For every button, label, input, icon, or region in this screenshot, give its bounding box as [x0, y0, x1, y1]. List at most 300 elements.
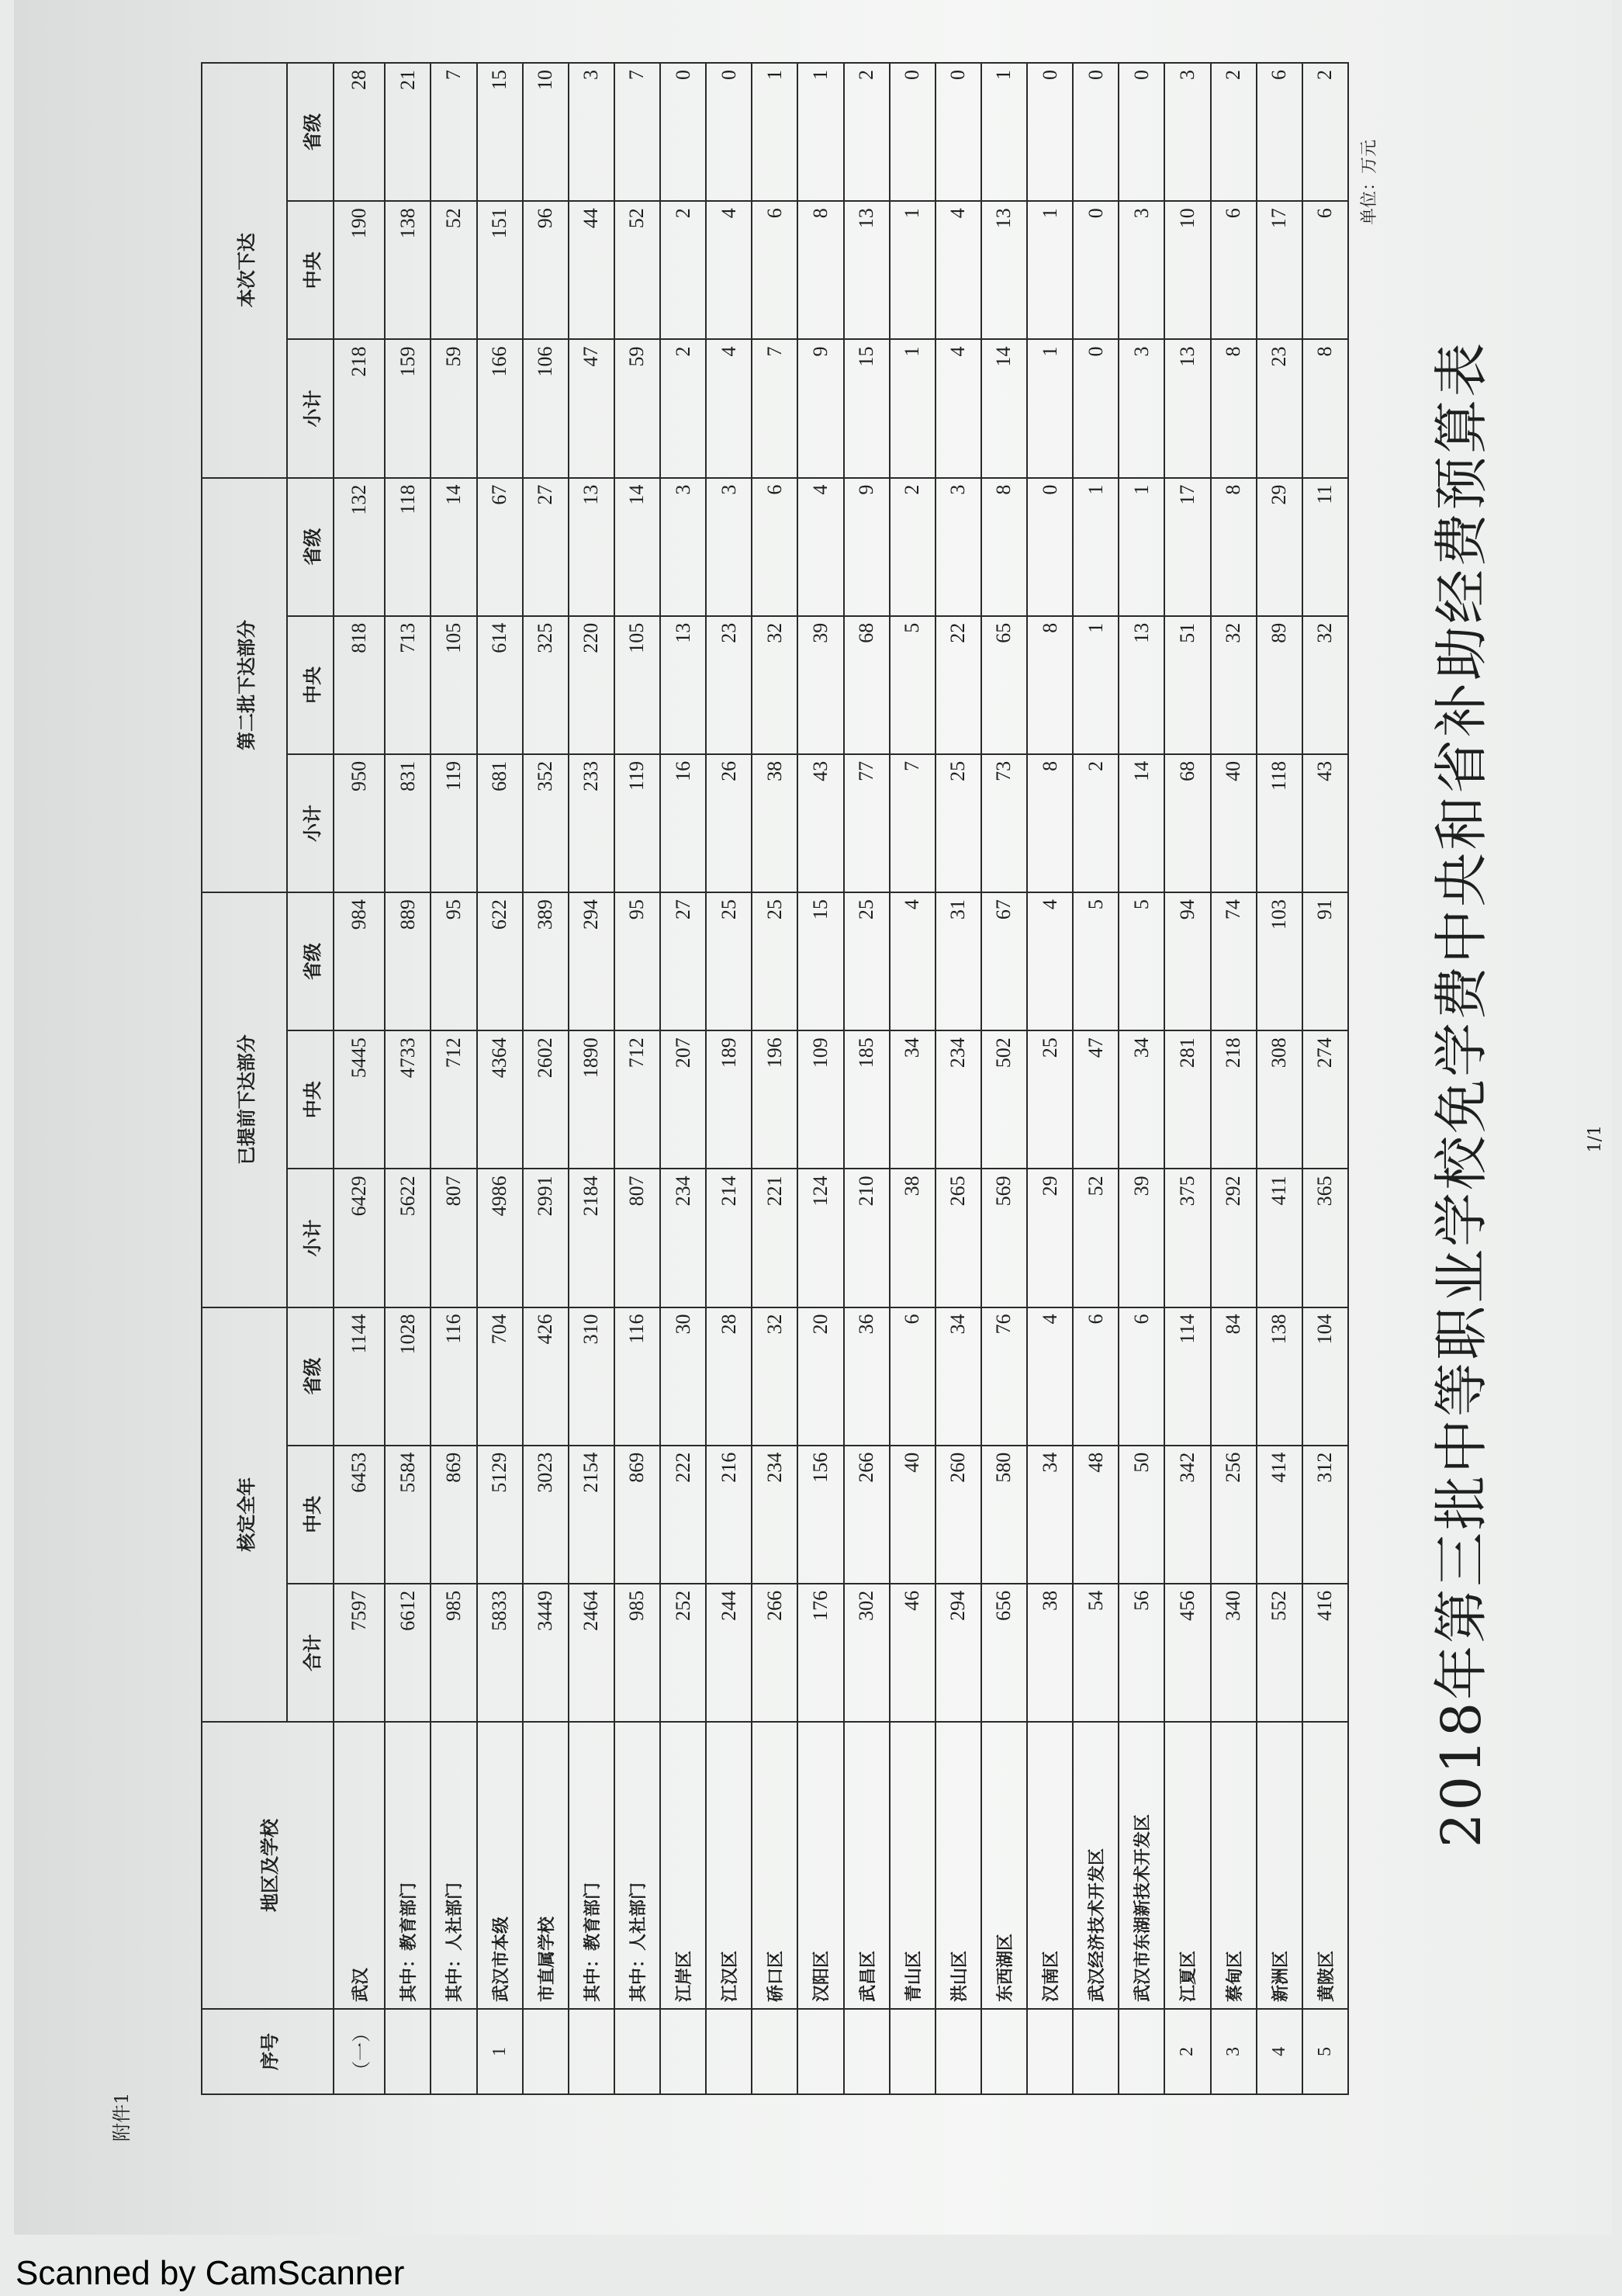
row-value: 52 [431, 201, 476, 339]
row-value: 151 [477, 201, 523, 339]
row-value: 17 [1164, 478, 1210, 616]
row-region: 汉南区 [1027, 1722, 1073, 2009]
row-value: 244 [706, 1584, 752, 1722]
row-value: 176 [797, 1584, 843, 1722]
row-value: 27 [523, 478, 569, 616]
row-value: 50 [1119, 1446, 1164, 1584]
row-value: 34 [890, 1030, 936, 1169]
row-value: 233 [569, 754, 614, 892]
row-value: 569 [981, 1169, 1027, 1307]
row-value: 22 [936, 616, 981, 754]
row-value: 216 [706, 1446, 752, 1584]
row-value: 77 [844, 754, 890, 892]
row-value: 6 [1119, 1307, 1164, 1446]
row-value: 124 [797, 1169, 843, 1307]
row-seq [1073, 2009, 1119, 2094]
row-value: 28 [706, 1307, 752, 1446]
row-value: 119 [431, 754, 476, 892]
row-value: 502 [981, 1030, 1027, 1169]
row-value: 39 [797, 616, 843, 754]
row-value: 13 [981, 201, 1027, 339]
subheader-cell: 省级 [287, 1307, 334, 1446]
row-value: 426 [523, 1307, 569, 1446]
row-value: 375 [1164, 1169, 1210, 1307]
row-value: 3449 [523, 1584, 569, 1722]
row-value: 2 [660, 201, 706, 339]
row-value: 622 [477, 892, 523, 1030]
subheader-cell: 省级 [287, 63, 334, 201]
row-value: 8 [1211, 478, 1257, 616]
row-value: 34 [1027, 1446, 1073, 1584]
row-seq [614, 2009, 660, 2094]
row-value: 365 [1302, 1169, 1348, 1307]
row-seq [523, 2009, 569, 2094]
row-value: 340 [1211, 1584, 1257, 1722]
row-value: 3 [660, 478, 706, 616]
table-row [431, 63, 476, 2094]
row-value: 580 [981, 1446, 1027, 1584]
row-value: 13 [1164, 339, 1210, 477]
row-value: 196 [752, 1030, 797, 1169]
row-value: 84 [1211, 1307, 1257, 1446]
row-value: 389 [523, 892, 569, 1030]
row-value: 190 [334, 201, 385, 339]
row-value: 1144 [334, 1307, 385, 1446]
row-value: 116 [431, 1307, 476, 1446]
row-value: 220 [569, 616, 614, 754]
row-value: 109 [797, 1030, 843, 1169]
row-seq: 3 [1211, 2009, 1257, 2094]
row-value: 25 [936, 754, 981, 892]
row-value: 831 [385, 754, 431, 892]
row-seq [844, 2009, 890, 2094]
row-value: 411 [1257, 1169, 1302, 1307]
row-value: 13 [1119, 616, 1164, 754]
row-value: 48 [1073, 1446, 1119, 1584]
row-value: 15 [477, 63, 523, 201]
row-value: 8 [1211, 339, 1257, 477]
row-value: 207 [660, 1030, 706, 1169]
row-value: 25 [752, 892, 797, 1030]
row-value: 30 [660, 1307, 706, 1446]
row-value: 5622 [385, 1169, 431, 1307]
row-value: 5584 [385, 1446, 431, 1584]
row-value: 214 [706, 1169, 752, 1307]
row-value: 2 [1073, 754, 1119, 892]
row-value: 218 [1211, 1030, 1257, 1169]
row-value: 0 [1027, 478, 1073, 616]
row-value: 218 [334, 339, 385, 477]
row-value: 2602 [523, 1030, 569, 1169]
table-row [477, 63, 523, 2094]
row-value: 4 [797, 478, 843, 616]
row-value: 21 [385, 63, 431, 201]
row-value: 1 [1073, 478, 1119, 616]
table-row [1027, 63, 1073, 2094]
row-value: 10 [523, 63, 569, 201]
row-value: 416 [1302, 1584, 1348, 1722]
row-region: 汉阳区 [797, 1722, 843, 2009]
row-value: 712 [614, 1030, 660, 1169]
row-value: 7 [752, 339, 797, 477]
row-value: 2 [1211, 63, 1257, 201]
row-value: 1 [1027, 339, 1073, 477]
row-value: 6453 [334, 1446, 385, 1584]
row-region: 其中：教育部门 [569, 1722, 614, 2009]
row-value: 6 [1257, 63, 1302, 201]
table-row [890, 63, 936, 2094]
subheader-cell: 小计 [287, 1169, 334, 1307]
row-value: 712 [431, 1030, 476, 1169]
row-seq [981, 2009, 1027, 2094]
row-value: 96 [523, 201, 569, 339]
row-seq [1027, 2009, 1073, 2094]
row-value: 3 [569, 63, 614, 201]
subheader-cell: 小计 [287, 339, 334, 477]
row-value: 95 [431, 892, 476, 1030]
row-value: 310 [569, 1307, 614, 1446]
row-value: 31 [936, 892, 981, 1030]
row-value: 68 [1164, 754, 1210, 892]
row-region: 东西湖区 [981, 1722, 1027, 2009]
row-value: 59 [614, 339, 660, 477]
row-value: 20 [797, 1307, 843, 1446]
header-group: 核定全年 [202, 1307, 287, 1722]
row-value: 14 [614, 478, 660, 616]
row-seq: 4 [1257, 2009, 1302, 2094]
table-row [1211, 63, 1257, 2094]
row-region: 江汉区 [706, 1722, 752, 2009]
row-value: 1 [752, 63, 797, 201]
row-value: 869 [614, 1446, 660, 1584]
row-value: 7 [890, 754, 936, 892]
row-value: 7 [614, 63, 660, 201]
row-value: 234 [660, 1169, 706, 1307]
row-value: 189 [706, 1030, 752, 1169]
row-value: 713 [385, 616, 431, 754]
row-value: 7 [431, 63, 476, 201]
row-value: 159 [385, 339, 431, 477]
row-value: 46 [890, 1584, 936, 1722]
row-value: 9 [844, 478, 890, 616]
row-region: 黄陂区 [1302, 1722, 1348, 2009]
row-region: 其中：教育部门 [385, 1722, 431, 2009]
row-value: 38 [752, 754, 797, 892]
row-value: 0 [890, 63, 936, 201]
row-value: 47 [569, 339, 614, 477]
subheader-cell: 省级 [287, 478, 334, 616]
table-row [936, 63, 981, 2094]
row-value: 54 [1073, 1584, 1119, 1722]
subheader-cell: 中央 [287, 201, 334, 339]
row-value: 869 [431, 1446, 476, 1584]
row-value: 7597 [334, 1584, 385, 1722]
row-seq [752, 2009, 797, 2094]
row-value: 414 [1257, 1446, 1302, 1584]
row-value: 807 [614, 1169, 660, 1307]
row-value: 5 [890, 616, 936, 754]
row-value: 74 [1211, 892, 1257, 1030]
row-seq [1119, 2009, 1164, 2094]
row-seq: 1 [477, 2009, 523, 2094]
row-region: 武汉经济技术开发区 [1073, 1722, 1119, 2009]
scanned-page [14, 0, 1612, 2235]
row-value: 56 [1119, 1584, 1164, 1722]
row-value: 10 [1164, 201, 1210, 339]
row-value: 5833 [477, 1584, 523, 1722]
row-value: 1 [797, 63, 843, 201]
row-value: 4 [706, 339, 752, 477]
page-title: 2018年第三批中等职业学校免学费中央和省补助经费预算表 [1430, 340, 1493, 1848]
row-value: 23 [706, 616, 752, 754]
row-value: 9 [797, 339, 843, 477]
row-value: 119 [614, 754, 660, 892]
row-value: 6 [752, 478, 797, 616]
row-value: 294 [569, 892, 614, 1030]
budget-table-wrap [201, 62, 1349, 2095]
row-region: 武昌区 [844, 1722, 890, 2009]
row-value: 0 [1119, 63, 1164, 201]
row-seq: （一） [334, 2009, 385, 2094]
row-value: 1 [981, 63, 1027, 201]
row-value: 8 [1027, 754, 1073, 892]
row-value: 985 [614, 1584, 660, 1722]
row-value: 2 [660, 339, 706, 477]
row-value: 13 [660, 616, 706, 754]
row-value: 656 [981, 1584, 1027, 1722]
row-value: 6 [752, 201, 797, 339]
row-value: 325 [523, 616, 569, 754]
table-row [1164, 63, 1210, 2094]
row-value: 1 [1119, 478, 1164, 616]
row-value: 256 [1211, 1446, 1257, 1584]
table-row [660, 63, 706, 2094]
row-value: 552 [1257, 1584, 1302, 1722]
row-value: 32 [1211, 616, 1257, 754]
row-value: 4986 [477, 1169, 523, 1307]
row-value: 11 [1302, 478, 1348, 616]
row-value: 89 [1257, 616, 1302, 754]
row-value: 2 [890, 478, 936, 616]
row-value: 34 [936, 1307, 981, 1446]
row-seq [706, 2009, 752, 2094]
row-value: 166 [477, 339, 523, 477]
row-region: 蔡甸区 [1211, 1722, 1257, 2009]
row-value: 0 [1073, 63, 1119, 201]
row-value: 103 [1257, 892, 1302, 1030]
subheader-cell: 中央 [287, 1030, 334, 1169]
row-value: 4364 [477, 1030, 523, 1169]
row-value: 818 [334, 616, 385, 754]
row-value: 32 [752, 1307, 797, 1446]
row-value: 950 [334, 754, 385, 892]
subheader-cell: 小计 [287, 754, 334, 892]
row-value: 8 [797, 201, 843, 339]
row-value: 352 [523, 754, 569, 892]
row-value: 52 [614, 201, 660, 339]
row-value: 39 [1119, 1169, 1164, 1307]
header-seq: 序号 [202, 2009, 334, 2094]
budget-table [201, 62, 1349, 2095]
row-region: 武汉市东湖新技术开发区 [1119, 1722, 1164, 2009]
row-value: 25 [706, 892, 752, 1030]
row-value: 14 [981, 339, 1027, 477]
row-value: 3 [1119, 339, 1164, 477]
row-region: 武汉市本级 [477, 1722, 523, 2009]
row-value: 302 [844, 1584, 890, 1722]
row-value: 0 [660, 63, 706, 201]
row-seq: 2 [1164, 2009, 1210, 2094]
row-value: 312 [1302, 1446, 1348, 1584]
row-value: 105 [614, 616, 660, 754]
row-value: 5445 [334, 1030, 385, 1169]
table-row [797, 63, 843, 2094]
row-value: 185 [844, 1030, 890, 1169]
row-value: 0 [1027, 63, 1073, 201]
row-value: 2 [1302, 63, 1348, 201]
row-region: 武汉 [334, 1722, 385, 2009]
row-value: 456 [1164, 1584, 1210, 1722]
row-value: 38 [1027, 1584, 1073, 1722]
row-value: 222 [660, 1446, 706, 1584]
scanner-watermark: Scanned by CamScanner [16, 2254, 405, 2292]
row-value: 6 [1211, 201, 1257, 339]
row-value: 252 [660, 1584, 706, 1722]
row-value: 6612 [385, 1584, 431, 1722]
row-value: 4 [936, 201, 981, 339]
row-value: 95 [614, 892, 660, 1030]
row-value: 94 [1164, 892, 1210, 1030]
row-value: 138 [385, 201, 431, 339]
row-value: 0 [706, 63, 752, 201]
row-region: 新洲区 [1257, 1722, 1302, 2009]
row-value: 1890 [569, 1030, 614, 1169]
row-value: 6429 [334, 1169, 385, 1307]
row-value: 5 [1119, 892, 1164, 1030]
row-value: 985 [431, 1584, 476, 1722]
row-value: 1028 [385, 1307, 431, 1446]
row-value: 44 [569, 201, 614, 339]
row-value: 40 [1211, 754, 1257, 892]
row-value: 29 [1257, 478, 1302, 616]
row-value: 23 [1257, 339, 1302, 477]
row-value: 4 [1027, 1307, 1073, 1446]
row-value: 36 [844, 1307, 890, 1446]
header-group: 已提前下达部分 [202, 892, 287, 1307]
row-value: 76 [981, 1307, 1027, 1446]
row-value: 984 [334, 892, 385, 1030]
row-seq [431, 2009, 476, 2094]
row-value: 32 [1302, 616, 1348, 754]
row-value: 1 [1027, 201, 1073, 339]
row-value: 1 [890, 339, 936, 477]
annex-label: 附件1 [111, 2092, 133, 2142]
table-row [334, 63, 385, 2094]
row-seq [569, 2009, 614, 2094]
row-value: 2464 [569, 1584, 614, 1722]
row-value: 16 [660, 754, 706, 892]
row-value: 14 [1119, 754, 1164, 892]
row-value: 25 [844, 892, 890, 1030]
subheader-cell: 中央 [287, 616, 334, 754]
row-value: 265 [936, 1169, 981, 1307]
row-value: 43 [797, 754, 843, 892]
row-value: 2 [844, 63, 890, 201]
row-value: 116 [614, 1307, 660, 1446]
row-value: 65 [981, 616, 1027, 754]
row-value: 15 [844, 339, 890, 477]
row-value: 0 [1073, 339, 1119, 477]
row-value: 292 [1211, 1169, 1257, 1307]
header-group: 本次下达 [202, 63, 287, 478]
row-value: 68 [844, 616, 890, 754]
row-value: 67 [981, 892, 1027, 1030]
row-value: 274 [1302, 1030, 1348, 1169]
row-value: 8 [1302, 339, 1348, 477]
row-value: 104 [1302, 1307, 1348, 1446]
row-value: 38 [890, 1169, 936, 1307]
table-row [706, 63, 752, 2094]
row-value: 294 [936, 1584, 981, 1722]
row-value: 308 [1257, 1030, 1302, 1169]
row-value: 260 [936, 1446, 981, 1584]
row-value: 2991 [523, 1169, 569, 1307]
header-group: 第二批下达部分 [202, 478, 287, 892]
row-value: 614 [477, 616, 523, 754]
row-value: 132 [334, 478, 385, 616]
row-value: 59 [431, 339, 476, 477]
table-row [1302, 63, 1348, 2094]
unit-label: 单位：万元 [1360, 139, 1379, 225]
row-value: 118 [385, 478, 431, 616]
row-value: 51 [1164, 616, 1210, 754]
row-value: 5 [1073, 892, 1119, 1030]
row-value: 0 [936, 63, 981, 201]
row-value: 1 [1073, 616, 1119, 754]
row-value: 27 [660, 892, 706, 1030]
subheader-cell: 合计 [287, 1584, 334, 1722]
row-value: 34 [1119, 1030, 1164, 1169]
row-region: 江夏区 [1164, 1722, 1210, 2009]
table-row [614, 63, 660, 2094]
row-value: 25 [1027, 1030, 1073, 1169]
page-number: 1/1 [1586, 1125, 1605, 1153]
row-value: 681 [477, 754, 523, 892]
row-value: 4 [1027, 892, 1073, 1030]
row-value: 73 [981, 754, 1027, 892]
row-value: 6 [1073, 1307, 1119, 1446]
row-value: 14 [431, 478, 476, 616]
row-value: 266 [844, 1446, 890, 1584]
row-region: 市直属学校 [523, 1722, 569, 2009]
row-region: 青山区 [890, 1722, 936, 2009]
row-seq [936, 2009, 981, 2094]
row-region: 洪山区 [936, 1722, 981, 2009]
row-seq [385, 2009, 431, 2094]
row-value: 13 [844, 201, 890, 339]
row-value: 3 [936, 478, 981, 616]
row-region: 硚口区 [752, 1722, 797, 2009]
table-row [752, 63, 797, 2094]
row-value: 43 [1302, 754, 1348, 892]
row-value: 5129 [477, 1446, 523, 1584]
row-value: 889 [385, 892, 431, 1030]
row-value: 13 [569, 478, 614, 616]
table-row [844, 63, 890, 2094]
row-value: 67 [477, 478, 523, 616]
row-value: 114 [1164, 1307, 1210, 1446]
row-value: 91 [1302, 892, 1348, 1030]
